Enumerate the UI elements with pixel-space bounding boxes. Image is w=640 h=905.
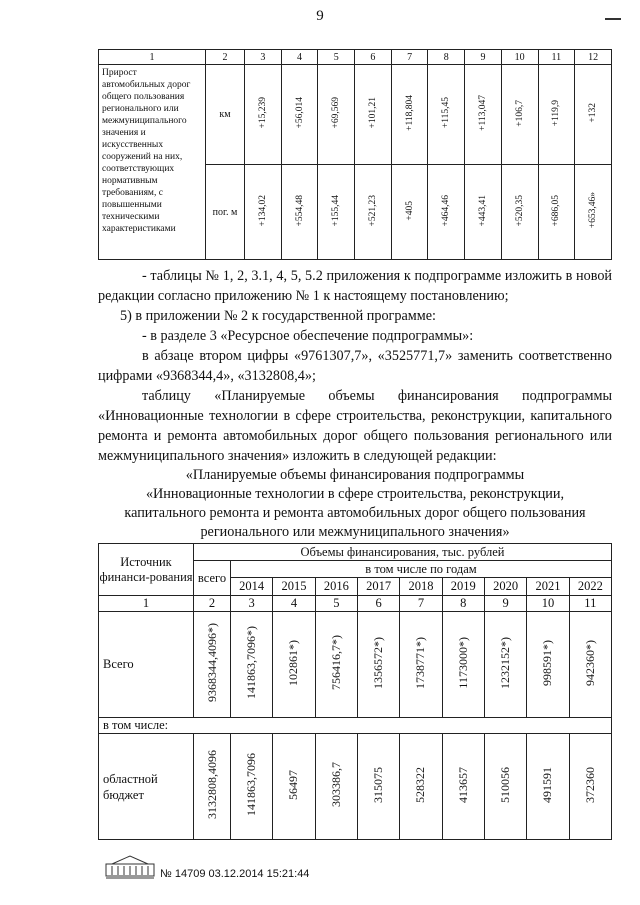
value-cell: +134,02 bbox=[257, 194, 268, 227]
title-line: «Инновационные технологии в сфере строительства, реконструкции, bbox=[145, 486, 565, 502]
table1-col-header: 2 bbox=[206, 50, 245, 65]
row-label: Всего bbox=[99, 612, 194, 718]
by-year-header: в том числе по годам bbox=[231, 561, 612, 578]
page-number: 9 bbox=[316, 8, 324, 24]
table1-col-header: 10 bbox=[501, 50, 538, 65]
value-cell: 491591 bbox=[540, 766, 555, 803]
value-cell: +113,047 bbox=[477, 95, 488, 131]
col-number: 10 bbox=[527, 596, 569, 612]
year-header: 2021 bbox=[527, 578, 569, 596]
value-cell: 372360 bbox=[582, 766, 597, 803]
col-number: 1 bbox=[99, 596, 194, 612]
value-cell: +520,35 bbox=[514, 194, 525, 227]
value-cell: 3132808,4096 bbox=[204, 750, 219, 819]
year-header: 2020 bbox=[484, 578, 526, 596]
value-cell: 141863,7096*) bbox=[244, 626, 259, 699]
table1-row-km bbox=[99, 65, 612, 165]
value-cell: 756416,7*) bbox=[328, 635, 343, 690]
value-cell: +132 bbox=[588, 103, 599, 123]
value-cell: 141863,7096 bbox=[244, 753, 259, 816]
col-number: 6 bbox=[357, 596, 399, 612]
table2-header-row bbox=[99, 544, 612, 561]
paragraph-appendix: 5) в приложении № 2 к государственной программе: bbox=[120, 308, 436, 324]
value-cell: +101,21 bbox=[367, 97, 378, 129]
table1-col-header: 3 bbox=[245, 50, 282, 65]
value-cell: +119,9 bbox=[551, 99, 562, 127]
table1-col-header: 9 bbox=[465, 50, 502, 65]
paragraph-figures: в абзаце втором цифры «9761307,7», «3525771,7» заменить соответственно цифрами «9368344,4», «3132808,4»; bbox=[98, 348, 612, 384]
table1-col-header: 8 bbox=[428, 50, 465, 65]
financing-table bbox=[98, 543, 612, 840]
unit-cell: пог. м bbox=[206, 165, 245, 260]
year-header: 2022 bbox=[569, 578, 611, 596]
unit-cell: км bbox=[206, 65, 245, 165]
value-cell: 303386,7 bbox=[328, 762, 343, 807]
value-cell: +653,46» bbox=[588, 192, 599, 229]
col-number: 7 bbox=[400, 596, 442, 612]
table1-col-header: 6 bbox=[355, 50, 392, 65]
table1-col-header: 7 bbox=[391, 50, 428, 65]
value-cell: 1738771*) bbox=[413, 636, 428, 689]
paragraph-section: - в разделе 3 «Ресурсное обеспечение подпрограммы»: bbox=[142, 328, 474, 344]
table1-col-header: 1 bbox=[99, 50, 206, 65]
value-cell: 510056 bbox=[498, 766, 513, 803]
col-number: 3 bbox=[231, 596, 273, 612]
value-cell: +405 bbox=[404, 200, 415, 221]
building-logo-icon bbox=[104, 854, 156, 880]
value-cell: +106,7 bbox=[514, 99, 525, 127]
value-cell: 315075 bbox=[371, 766, 386, 803]
paragraph-tables: - таблицы № 1, 2, 3.1, 4, 5, 5.2 приложения к подпрограмме изложить в новой редакции согласно приложению № 1 к настоящему постановлению; bbox=[98, 268, 612, 304]
value-cell: 528322 bbox=[413, 766, 428, 803]
table1-col-header: 12 bbox=[575, 50, 612, 65]
row-label: областной бюджет bbox=[99, 734, 194, 840]
value-cell: +155,44 bbox=[331, 194, 342, 227]
col-number: 2 bbox=[194, 596, 231, 612]
year-header: 2016 bbox=[315, 578, 357, 596]
value-cell: 9368344,4096*) bbox=[204, 623, 219, 702]
value-cell: 1173000*) bbox=[455, 636, 470, 689]
value-cell: +118,804 bbox=[404, 95, 415, 131]
col-number: 8 bbox=[442, 596, 484, 612]
table-title bbox=[98, 466, 612, 542]
value-cell: 56497 bbox=[286, 769, 301, 800]
year-header: 2014 bbox=[231, 578, 273, 596]
value-cell: +554,48 bbox=[294, 194, 305, 227]
value-cell: 942360*) bbox=[582, 639, 597, 686]
title-line: «Планируемые объемы финансирования подпрограммы bbox=[185, 467, 525, 483]
value-cell: 413657 bbox=[455, 766, 470, 803]
table2-row-total bbox=[99, 612, 612, 718]
source-header: Источник финанси-рования bbox=[99, 544, 194, 596]
table1-col-header: 5 bbox=[318, 50, 355, 65]
indicator-description: Прирост автомобильных дорог общего пользования регионального или межмуниципального значения и искусственных сооружений на них, соответствующих нормативным требованиям, с повышенными техническими характеристиками bbox=[99, 65, 206, 260]
table1-col-header: 11 bbox=[538, 50, 575, 65]
col-number: 4 bbox=[273, 596, 315, 612]
corner-mark bbox=[605, 18, 621, 20]
value-cell: +443,41 bbox=[477, 194, 488, 227]
year-header: 2019 bbox=[442, 578, 484, 596]
value-cell: 102861*) bbox=[286, 639, 301, 686]
value-cell: +686,05 bbox=[551, 194, 562, 227]
value-cell: +464,46 bbox=[441, 194, 452, 227]
table1-header-row bbox=[99, 50, 612, 65]
title-line: капитального ремонта и ремонта автомобильных дорог общего пользования bbox=[124, 505, 586, 521]
col-number: 9 bbox=[484, 596, 526, 612]
table2-row-regional bbox=[99, 734, 612, 840]
indicators-table bbox=[98, 49, 612, 260]
value-cell: 998591*) bbox=[540, 639, 555, 686]
value-cell: 1232152*) bbox=[498, 636, 513, 689]
year-header: 2015 bbox=[273, 578, 315, 596]
table2-colnum-row bbox=[99, 596, 612, 612]
paragraph-table-intro: таблицу «Планируемые объемы финансирования подпрограммы «Инновационные технологии в сфере строительства, реконструкции, капитального ремонта и ремонта автомобильных дорог общего пользования регионального или межмуниципального значения» изложить в следующей редакции: bbox=[98, 388, 612, 464]
value-cell: +115,45 bbox=[441, 97, 452, 129]
year-header: 2017 bbox=[357, 578, 399, 596]
value-cell: +521,23 bbox=[367, 194, 378, 227]
table1-col-header: 4 bbox=[281, 50, 318, 65]
value-cell: +15,239 bbox=[257, 97, 268, 129]
table2-row-including bbox=[99, 718, 612, 734]
total-header: всего bbox=[194, 561, 231, 596]
value-cell: +56,014 bbox=[294, 97, 305, 129]
value-cell: 1356572*) bbox=[371, 636, 386, 689]
title-line: регионального или межмуниципального значения» bbox=[200, 524, 510, 540]
row-label: в том числе: bbox=[99, 718, 612, 734]
volumes-header: Объемы финансирования, тыс. рублей bbox=[194, 544, 612, 561]
document-stamp: № 14709 03.12.2014 15:21:44 bbox=[160, 868, 310, 880]
year-header: 2018 bbox=[400, 578, 442, 596]
value-cell: +69,569 bbox=[331, 97, 342, 129]
col-number: 5 bbox=[315, 596, 357, 612]
col-number: 11 bbox=[569, 596, 611, 612]
